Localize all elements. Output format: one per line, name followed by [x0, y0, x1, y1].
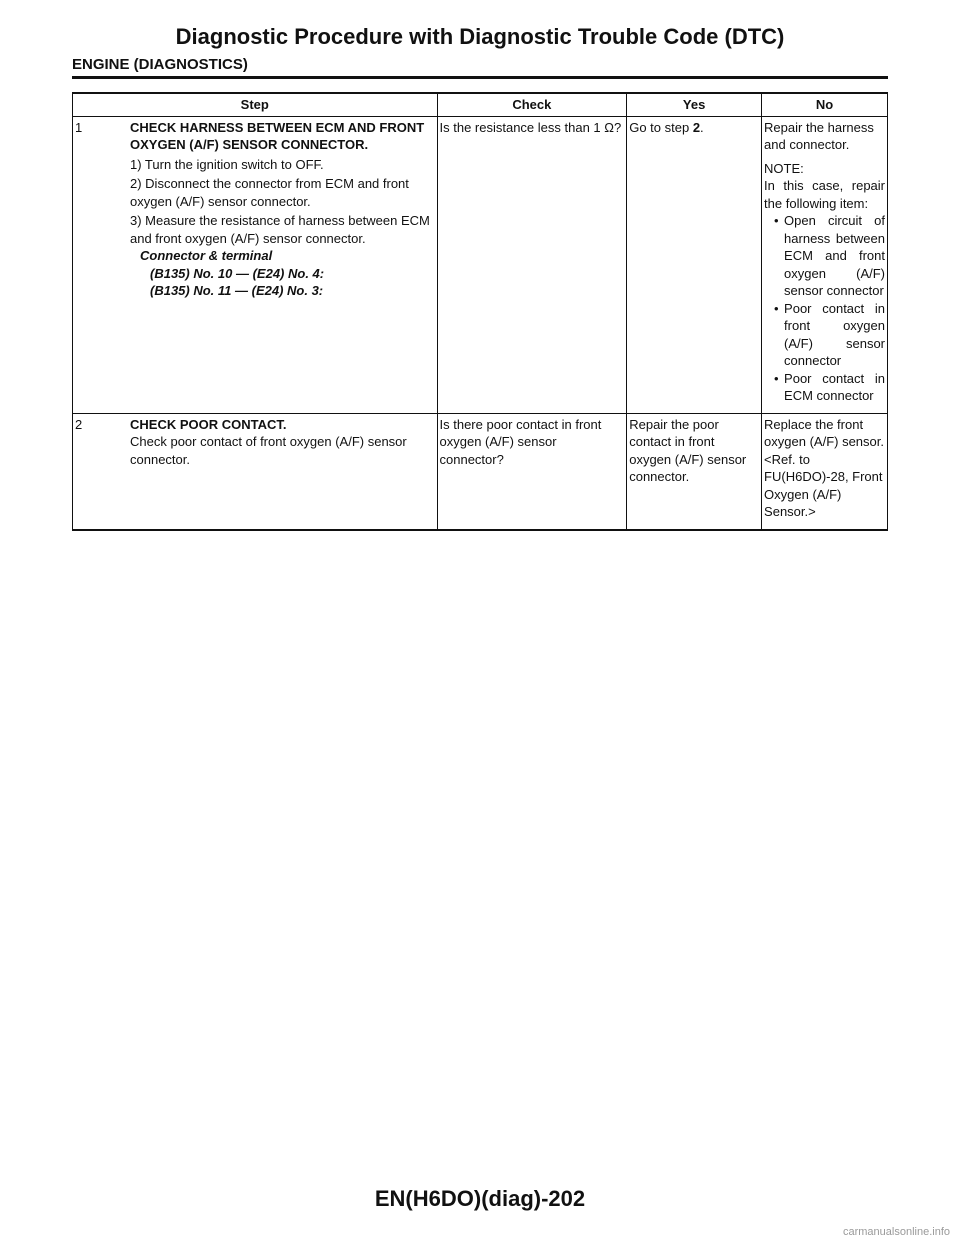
repair-item-list — [764, 212, 885, 405]
column-header-no: No — [762, 93, 888, 116]
list-item: • Poor contact in ECM connector — [774, 370, 885, 405]
table-row — [73, 413, 888, 530]
note-label: NOTE: — [764, 160, 804, 176]
procedure-line: 1) Turn the ignition switch to OFF. — [130, 156, 324, 172]
connector-label: Connector & terminal — [140, 248, 273, 263]
procedure-line: 2) Disconnect the connector from ECM and front oxygen (A/F) sensor connector. — [130, 176, 409, 209]
terminal-line: (B135) No. 10 — (E24) No. 4: — [150, 265, 325, 281]
yes-cell: Repair the poor contact in front oxygen (A/F) sensor connector. — [627, 413, 762, 530]
step-cell — [73, 413, 438, 530]
list-item: • Poor contact in front oxygen (A/F) sensor connector — [774, 300, 885, 370]
diagnostic-table — [72, 92, 888, 531]
no-cell — [762, 116, 888, 413]
page-footer-id: EN(H6DO)(diag)-202 — [374, 1186, 586, 1211]
page-title: Diagnostic Procedure with Diagnostic Trouble Code (DTC) — [175, 24, 785, 49]
watermark: carmanualsonline.info — [842, 1226, 950, 1238]
step-title: CHECK POOR CONTACT. — [130, 416, 287, 432]
note-text: In this case, repair the following item: — [764, 178, 885, 211]
yes-cell — [627, 116, 762, 413]
title-rule — [72, 76, 888, 79]
check-cell: Is there poor contact in front oxygen (A/F) sensor connector? — [437, 413, 627, 530]
no-action: Repair the harness and connector. — [764, 119, 874, 152]
table-row — [73, 116, 888, 413]
procedure-line: 3) Measure the resistance of harness between ECM and front oxygen (A/F) sensor connector. — [130, 213, 430, 246]
step-number: 2 — [75, 416, 83, 432]
list-item: • Open circuit of harness between ECM and front oxygen (A/F) sensor connector — [774, 212, 885, 300]
section-title: ENGINE (DIAGNOSTICS) — [72, 56, 248, 73]
column-header-step: Step — [73, 93, 438, 116]
step-number: 1 — [75, 119, 83, 135]
yes-suffix: . — [700, 119, 704, 135]
procedure-line: Check poor contact of front oxygen (A/F) sensor connector. — [130, 434, 407, 467]
terminal-line: (B135) No. 11 — (E24) No. 3: — [150, 283, 324, 298]
table-header-row — [73, 93, 888, 116]
check-cell: Is the resistance less than 1 Ω? — [437, 116, 627, 413]
yes-step-link: 2 — [692, 119, 701, 135]
column-header-check: Check — [437, 93, 627, 116]
step-cell — [73, 116, 438, 413]
no-cell: Replace the front oxygen (A/F) sensor. <Ref. to FU(H6DO)-28, Front Oxygen (A/F) Sensor.> — [762, 413, 888, 530]
yes-prefix: Go to step — [629, 119, 693, 135]
step-title: CHECK HARNESS BETWEEN ECM AND FRONT OXYGEN (A/F) SENSOR CONNECTOR. — [130, 119, 425, 152]
column-header-yes: Yes — [627, 93, 762, 116]
